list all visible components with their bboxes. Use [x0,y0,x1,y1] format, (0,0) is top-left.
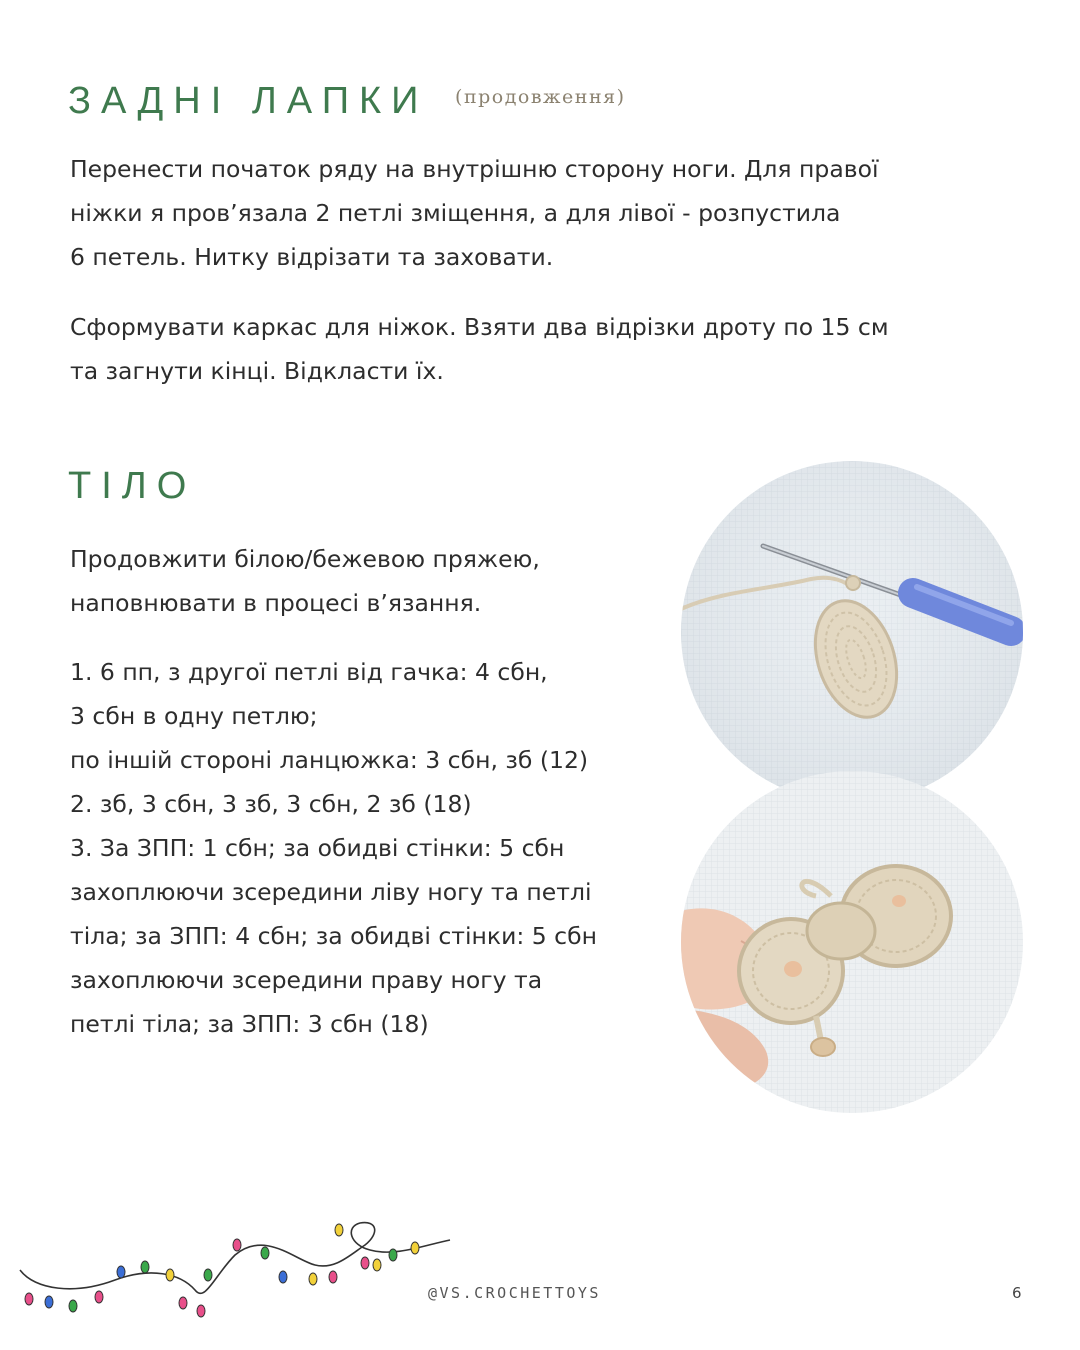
text-line: ніжки я пров’язала 2 петлі зміщення, а для лівої - розпустила [70,199,841,227]
step-line: захоплюючи зсередини ліву ногу та петлі [70,878,592,906]
text-line: Продовжити білою/бежевою пряжею, [70,545,540,573]
crochet-hook-with-oval-base-photo [681,461,1023,803]
body-steps-list [70,650,597,1046]
section-title-body [68,464,196,508]
step-line: 1. 6 пп, з другої петлі від гачка: 4 сбн, [70,658,548,686]
hind-paws-paragraph-2 [70,305,889,393]
title-subtitle: (продовження) [455,86,626,108]
text-line: наповнювати в процесі в’язання. [70,589,482,617]
step-line: 3 сбн в одну петлю; [70,702,318,730]
photo-body-with-legs [681,771,1023,1113]
text-line: та загнути кінці. Відкласти їх. [70,357,444,385]
text-line: Сформувати каркас для ніжок. Взяти два відрізки дроту по 15 см [70,313,889,341]
step-line: захоплюючи зсередини праву ногу та [70,966,543,994]
step-line: петлі тіла; за ЗПП: 3 сбн (18) [70,1010,429,1038]
hind-paws-paragraph-1 [70,147,878,279]
photo-oval-base [681,461,1023,803]
body-intro-paragraph [70,537,540,625]
string-lights-garland-icon [15,1215,455,1325]
instagram-handle: @VS.CROCHETTOYS [428,1284,601,1302]
section-title-hind-paws [68,75,626,123]
body-joined-with-legs-photo [681,771,1023,1113]
step-line: 3. За ЗПП: 1 сбн; за обидві стінки: 5 сбн [70,834,565,862]
page-number: 6 [1012,1284,1022,1302]
step-line: по іншій стороні ланцюжка: 3 сбн, зб (12) [70,746,589,774]
title-text: ЗАДНІ ЛАПКИ [68,80,429,122]
title-text: ТІЛО [68,465,197,507]
text-line: Перенести початок ряду на внутрішню сторону ноги. Для правої [70,155,879,183]
step-line: 2. зб, 3 сбн, 3 зб, 3 сбн, 2 зб (18) [70,790,472,818]
step-line: тіла; за ЗПП: 4 сбн; за обидві стінки: 5 сбн [70,922,597,950]
text-line: 6 петель. Нитку відрізати та заховати. [70,243,554,271]
